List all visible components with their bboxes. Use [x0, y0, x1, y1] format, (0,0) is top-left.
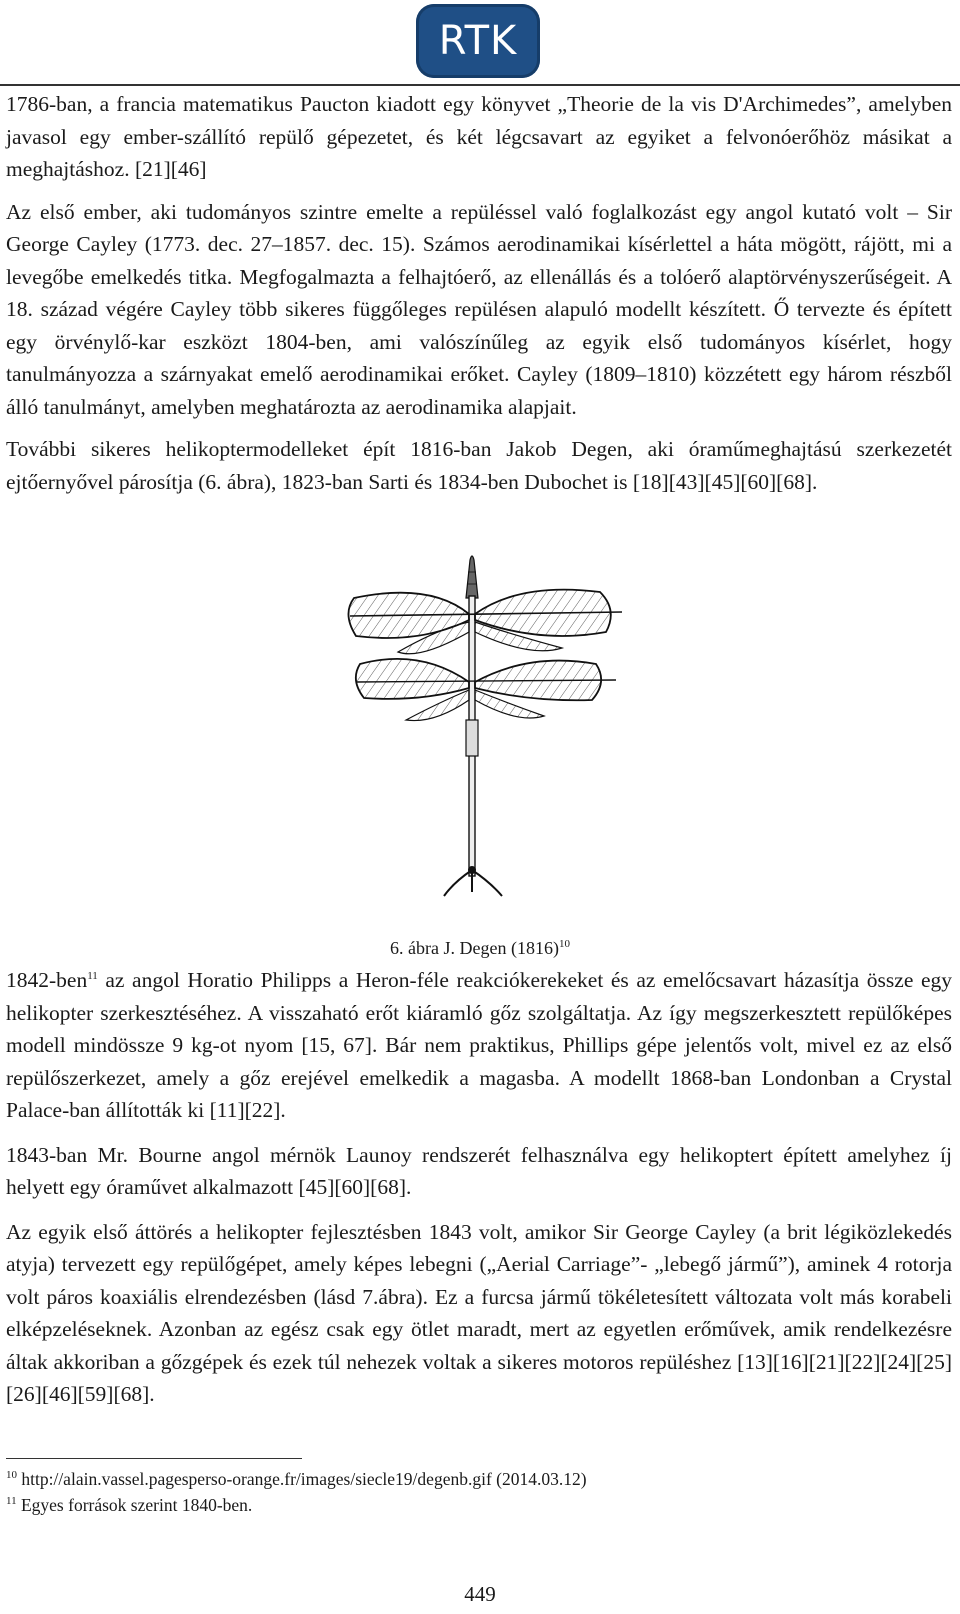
paragraph-bourne: 1843-ban Mr. Bourne angol mérnök Launoy rendszerét felhasználva egy helikoptert épített amelyhez íj helyett egy óraművet alkalmazott [45][60][68].	[6, 1142, 952, 1199]
caption-text: 6. ábra J. Degen (1816)	[390, 938, 559, 958]
footnote-11	[6, 1492, 952, 1518]
paragraph-cayley: Az első ember, aki tudományos szintre emelte a repüléssel való foglalkozást egy angol kutató volt – Sir George Cayley (1773. dec. 27–1857. dec. 15). Számos aerodinamikai kísérlettel a háta mögött, rájött, mi a levegőbe emelkedés titka. Megfogalmazta a felhajtóerő, az ellenállás és a tolóerő alaptörvényszerűségeit. A 18. század végére Cayley több sikeres függőleges repülésen alapuló modellt készített. Ő tervezte és épített egy örvénylő-kar eszközt 1804-ben, ami valószínűleg az egyik első tudományos kísérlet, hogy tanulmányozza a szárnyakat emelő aerodinamikai erőket. Cayley (1809–1810) közzétett egy három részből álló tanulmányt, amelyben meghatározta az aerodinamika alapjait.	[6, 199, 952, 419]
paragraph-philipps	[6, 964, 952, 1127]
footnote-10	[6, 1466, 952, 1492]
figure-caption	[0, 937, 960, 959]
caption-footnote-ref: 10	[558, 938, 570, 950]
degen-helicopter-illustration	[330, 552, 650, 904]
page-number: 449	[464, 1582, 496, 1606]
body-text-bottom	[6, 964, 952, 1423]
footnote-number: 10	[6, 1469, 17, 1482]
paragraph-paucton: 1786-ban, a francia matematikus Paucton kiadott egy könyvet „Theorie de la vis D'Archimedes”, amelyben javasol egy ember-szállító repülő gépezetet, és két légcsavart az egyiket a felvonóerőhöz másikat a meghajtáshoz. [21][46]	[6, 92, 952, 181]
logo-text: RTK	[438, 18, 518, 64]
philipps-rest: az angol Horatio Philipps a Heron-féle reakciókerekeket és az emelőcsavart házasítja össze egy helikopter szerkesztéséhez. A visszaható erőt kiáramló gőz szolgáltatja. Az így megszerkesztett repülőképes modell mindössze 9 kg-ot nyom [15, 67]. Bár nem praktikus, Phillips gépe jelentős volt, mivel ez az első repülőszerkezet, amely a gőz erejével emelkedik a magasba. A modellt 1868-ban Londonban a Crystal Palace-ban állították ki [11][22].	[6, 968, 952, 1122]
footnote-text: Egyes források szerint 1840-ben.	[20, 1495, 253, 1515]
footnote-separator	[6, 1458, 302, 1459]
body-text-top	[6, 86, 952, 498]
rtk-logo	[416, 4, 540, 78]
footnote-number: 11	[6, 1495, 17, 1508]
footnotes	[6, 1466, 952, 1518]
footnote-ref-11: 11	[87, 969, 98, 982]
footnote-link[interactable]: http://alain.vassel.pagesperso-orange.fr/images/siecle19/degenb.gif (2014.03.12)	[21, 1469, 587, 1489]
paragraph-aerial-carriage: Az egyik első áttörés a helikopter fejlesztésben 1843 volt, amikor Sir George Cayley (a brit légiközlekedés atyja) tervezett egy repülőgépet, amely képes lebegni („Aerial Carriage”- „lebegő jármű”), aminek 4 rotorja volt páros koaxiális elrendezésben (lásd 7.ábra). Ez a furcsa jármű tökéletesített változata volt más korabeli elképzeléseknek. Azonban az egész csak egy ötlet maradt, mert az egyetlen erőművek, amik rendelkezésre áltak akkoriban a gőzgépek és ezek túl nehezek voltak a sikeres motoros repüléshez [13][16][21][22][24][25][26][46][59][68].	[6, 1219, 952, 1406]
logo-badge	[416, 4, 540, 78]
philipps-lead: 1842-ben	[6, 968, 88, 992]
paragraph-degen: További sikeres helikoptermodelleket épít 1816-ban Jakob Degen, aki óraműmeghajtású szerkezetét ejtőernyővel párosítja (6. ábra), 1823-ban Sarti és 1834-ben Dubochet is [18][43][45][60][68].	[6, 437, 952, 494]
